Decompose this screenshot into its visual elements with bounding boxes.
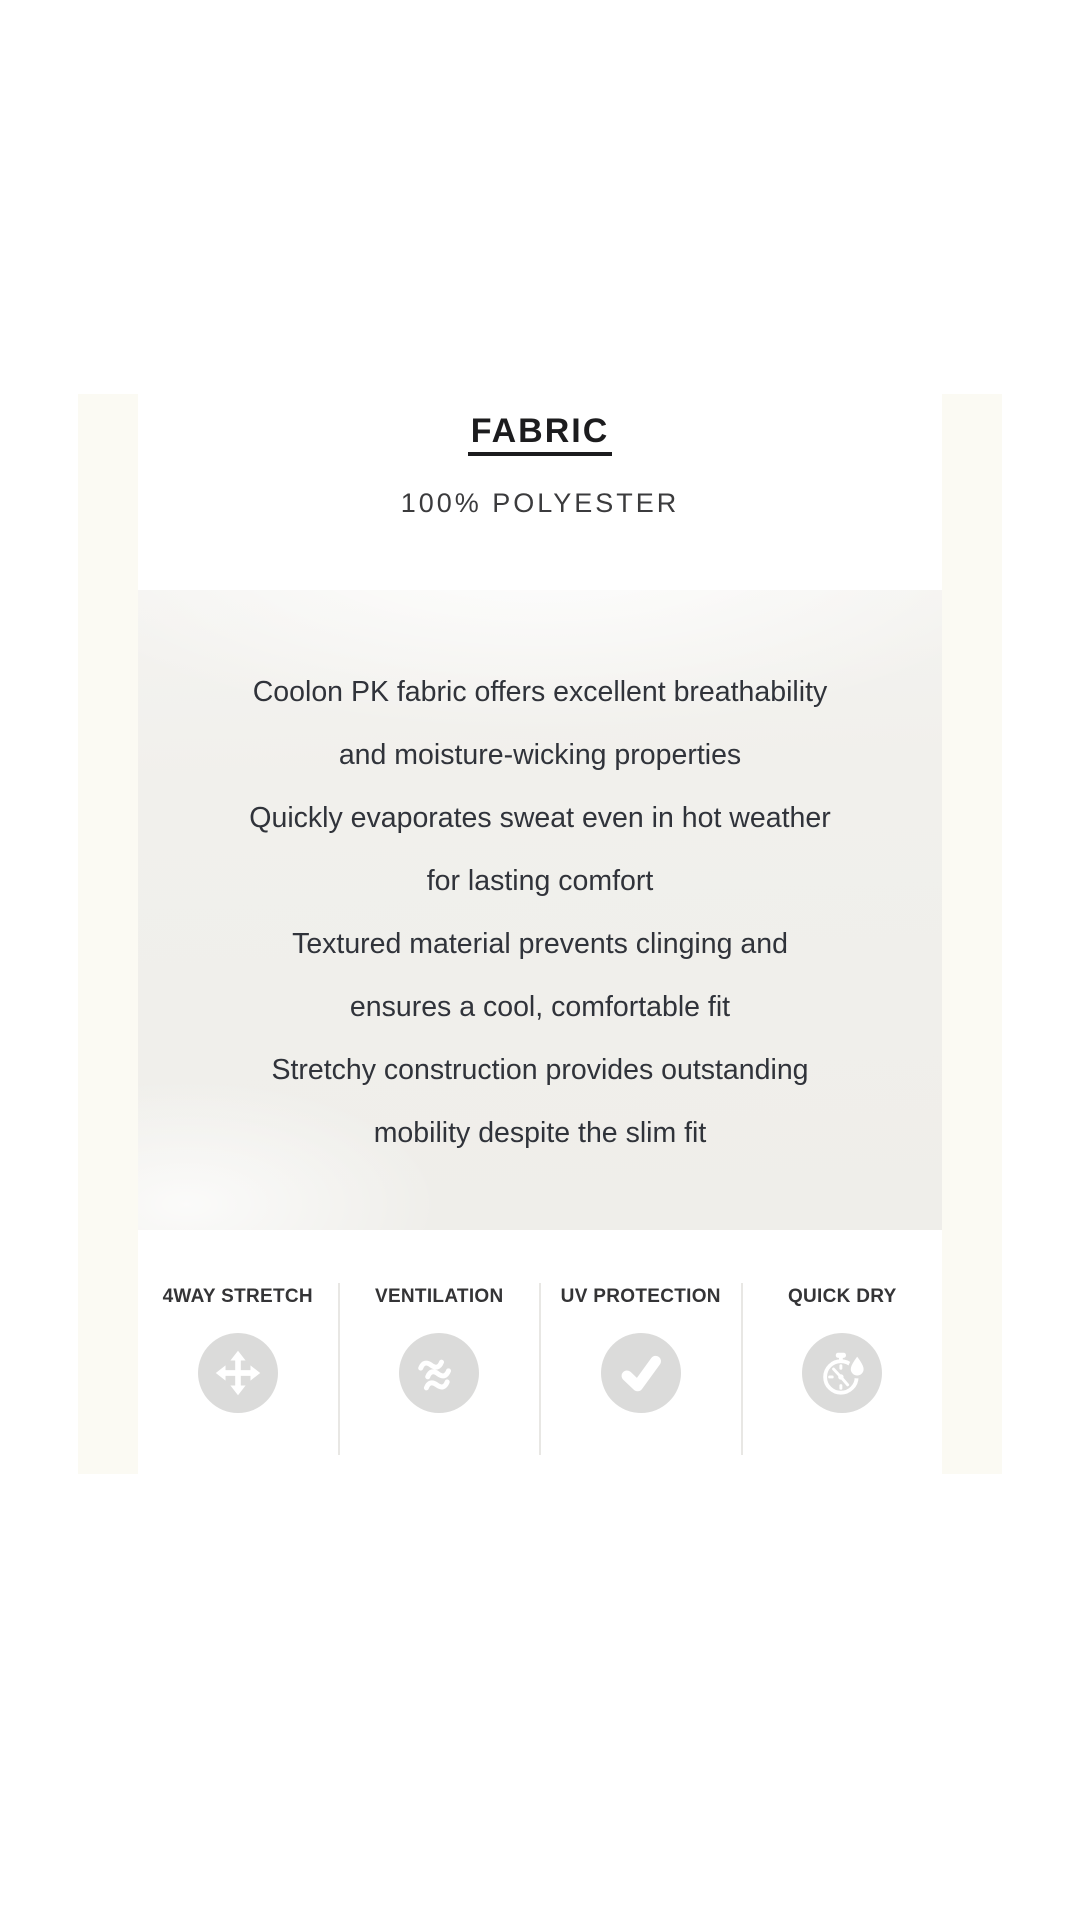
description-line: Coolon PK fabric offers excellent breathability	[252, 676, 828, 708]
material-subtitle: 100% POLYESTER	[400, 488, 680, 518]
fabric-description	[138, 590, 942, 1165]
feature-4way-stretch	[138, 1283, 338, 1455]
feature-label: QUICK DRY	[787, 1286, 897, 1307]
quick-dry-stopwatch-icon	[802, 1333, 882, 1413]
description-line: Quickly evaporates sweat even in hot weather	[249, 802, 831, 834]
four-way-stretch-icon	[198, 1333, 278, 1413]
description-line: Stretchy construction provides outstanding	[271, 1054, 809, 1086]
uv-check-icon	[601, 1333, 681, 1413]
description-line: Textured material prevents clinging and	[292, 928, 788, 960]
feature-quick-dry	[741, 1283, 943, 1455]
page-title: FABRIC	[468, 411, 613, 456]
feature-label: VENTILATION	[374, 1286, 504, 1307]
description-line: ensures a cool, comfortable fit	[349, 991, 731, 1023]
description-line: for lasting comfort	[426, 865, 654, 897]
content-panel	[138, 394, 942, 1474]
ventilation-waves-icon	[399, 1333, 479, 1413]
feature-label: UV PROTECTION	[560, 1286, 721, 1307]
feature-strip	[138, 1283, 942, 1455]
feature-uv-protection	[539, 1283, 741, 1455]
feature-ventilation	[338, 1283, 540, 1455]
fabric-info-card	[78, 394, 1002, 1474]
feature-label: 4WAY STRETCH	[162, 1286, 313, 1307]
description-line: and moisture-wicking properties	[338, 739, 742, 771]
header	[138, 394, 942, 517]
description-line: mobility despite the slim fit	[373, 1117, 707, 1149]
fabric-photo-background	[138, 590, 942, 1230]
